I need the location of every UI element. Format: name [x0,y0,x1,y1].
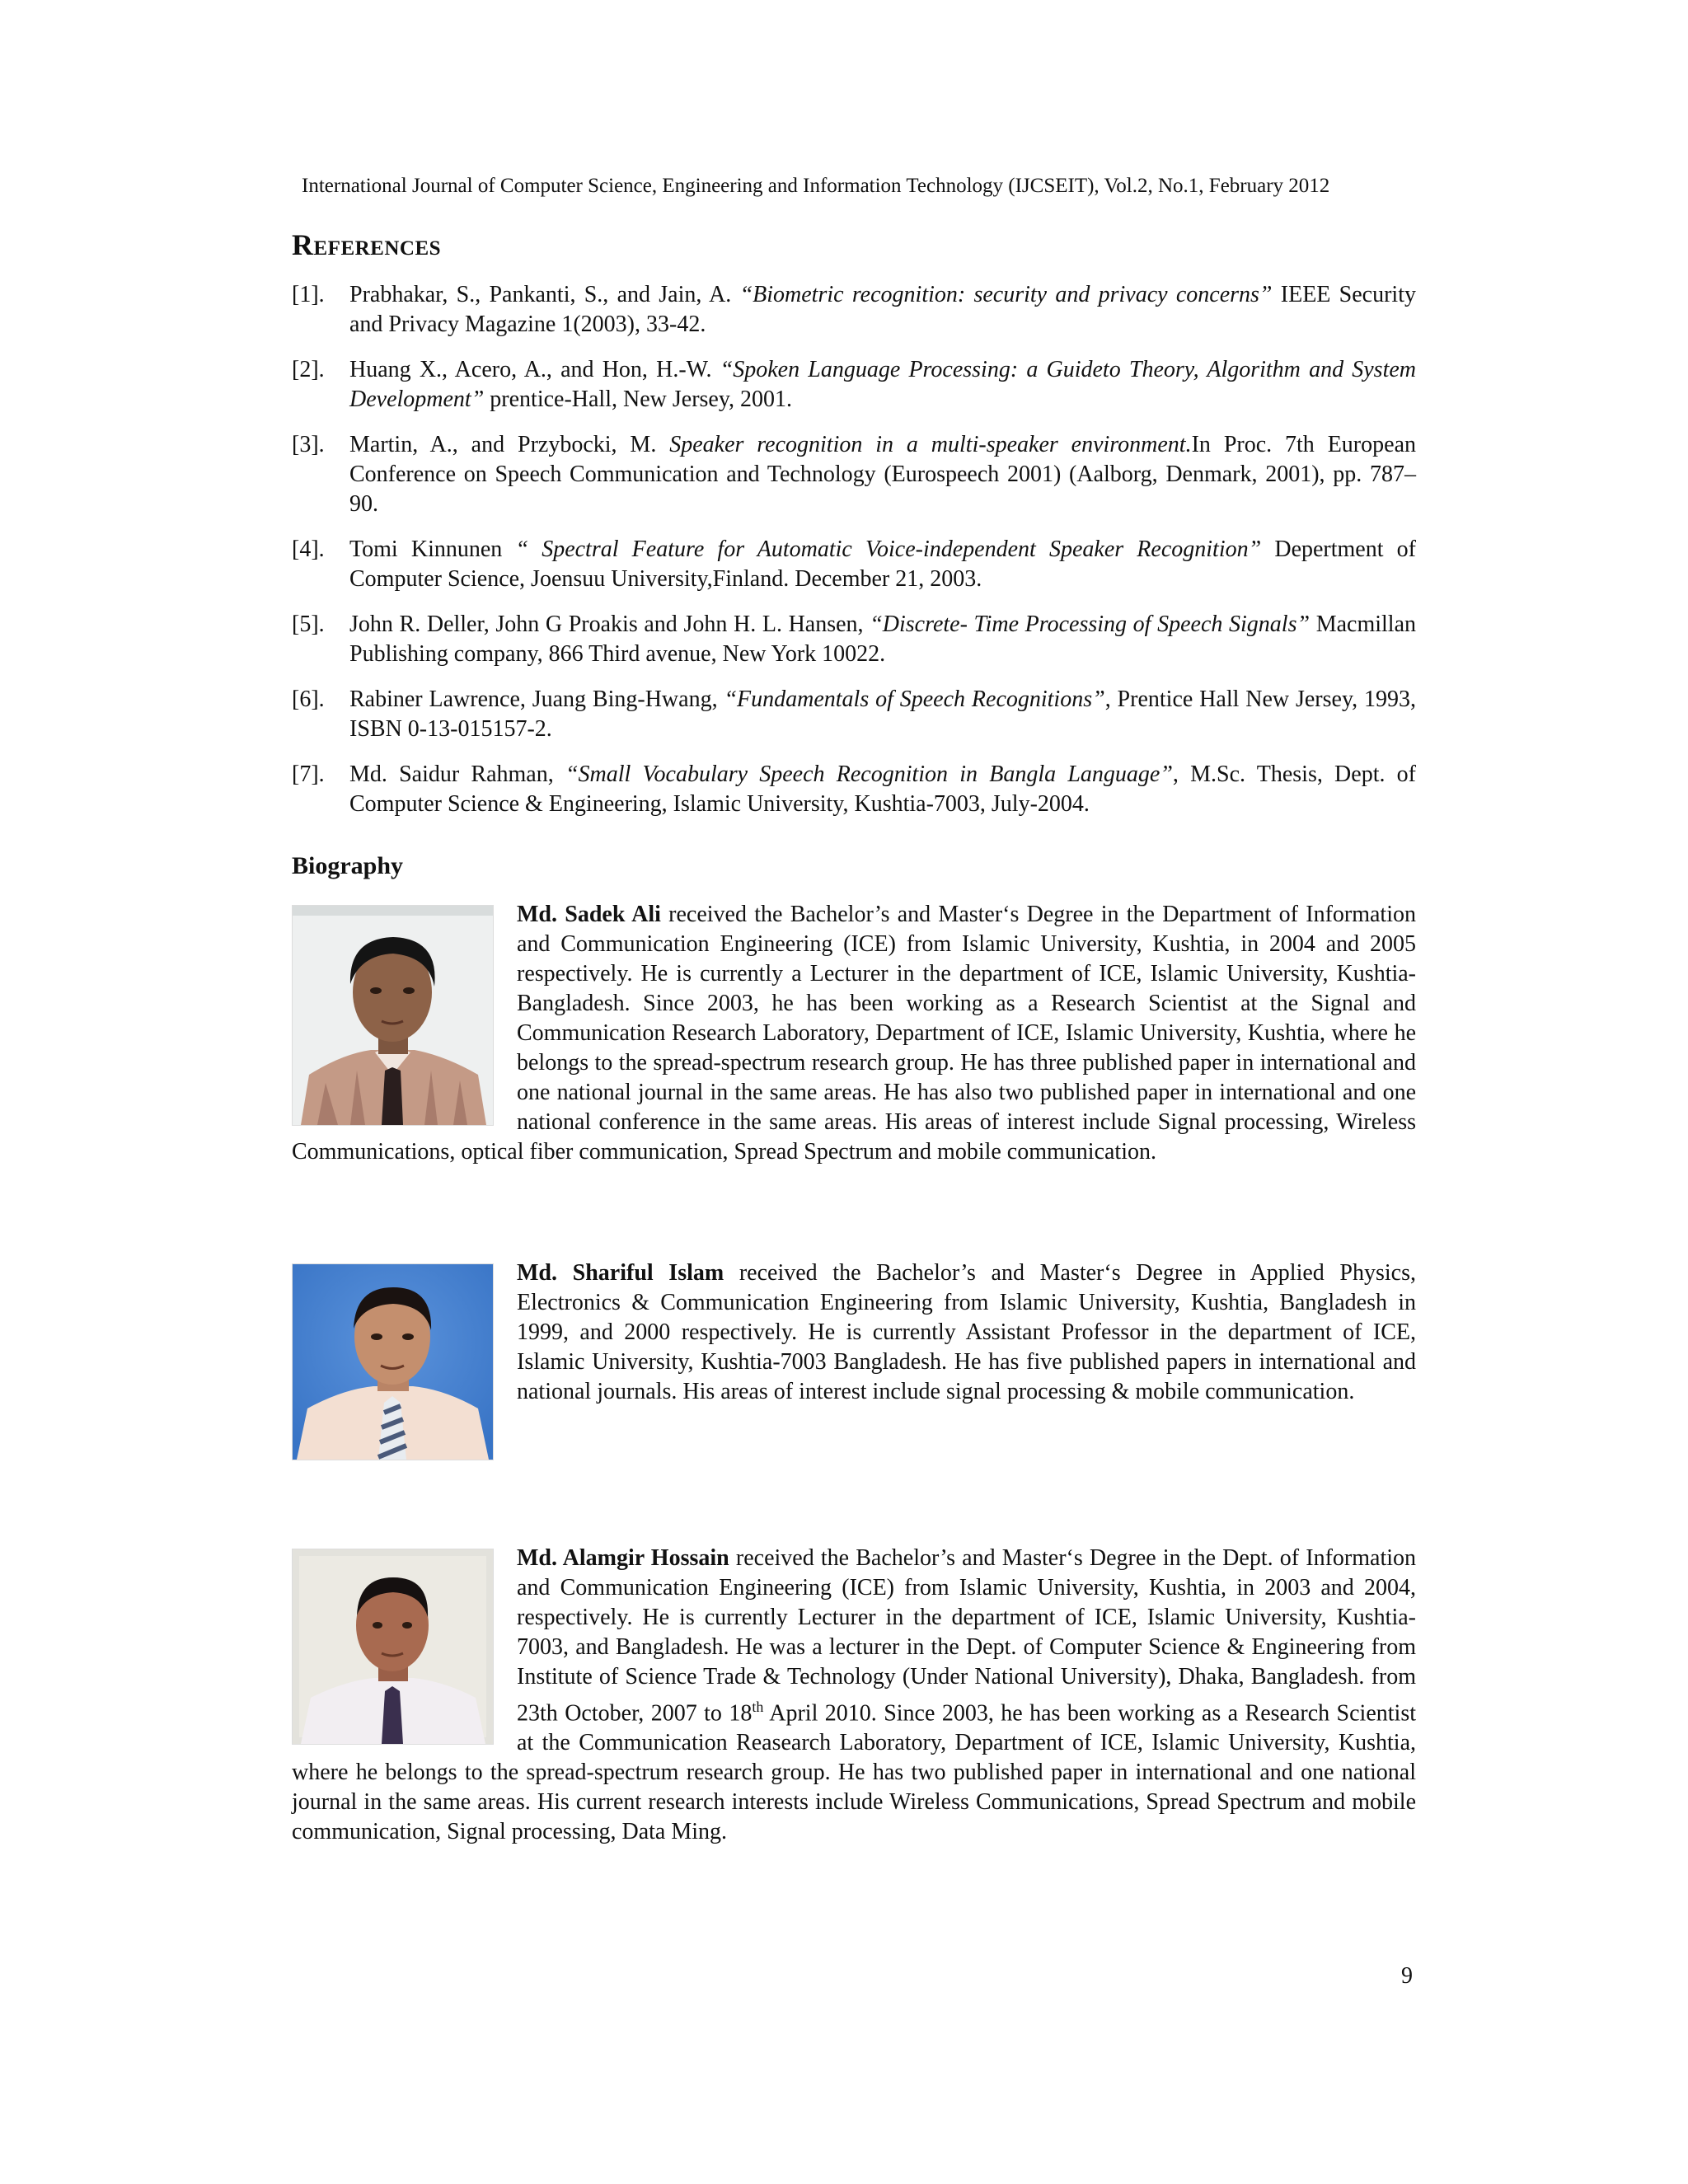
reference-item [292,610,1416,669]
reference-item [292,685,1416,744]
reference-authors: Rabiner Lawrence, Juang Bing-Hwang, [349,687,724,712]
reference-item [292,355,1416,415]
reference-number: [6]. [292,687,325,712]
bio-text: received the Bachelor’s and Master‘s Degree in the Department of Information and Communication Engineering (ICE) from Islamic University, Kushtia, in 2004 and 2005 respectively. He is currently a Lecturer in the department of ICE, Islamic University, Kushtia-Bangladesh. Since 2003, he has been working as a Research Scientist at the Signal and Communication Research Laboratory, Department of ICE, Islamic University, Kushtia, where he belongs to the spread-spectrum research group. He has three published paper in international and one national journal in the same areas. He has also two published paper in international and one national conference in the same areas. His areas of interest include Signal processing, Wireless Communications, optical fiber communication, Spread Spectrum and mobile communication. [292,902,1416,1165]
reference-source: , Prentice Hall New Jersey, 1993, ISBN 0-13-015157-2. [349,687,1417,742]
reference-title: “Discrete- Time Processing of Speech Signals” [870,612,1311,637]
running-header: International Journal of Computer Science, Engineering and Information Technology (IJCSEIT), Vol.2, No.1, February 2012 [302,175,1330,197]
page-number: 9 [1401,1963,1413,1989]
reference-source: prentice-Hall, New Jersey, 2001. [484,387,793,412]
bio-alamgir-hossain [292,1544,1416,1847]
reference-authors: Md. Saidur Rahman, [349,762,565,787]
reference-item [292,535,1416,594]
reference-title: “Small Vocabulary Speech Recognition in Bangla Language” [565,762,1173,787]
reference-item [292,760,1416,819]
bio-sadek-ali [292,900,1416,1167]
reference-title: “Fundamentals of Speech Recognitions” [724,687,1105,712]
reference-authors: John R. Deller, John G Proakis and John H. L. Hansen, [349,612,870,637]
reference-item [292,280,1416,340]
reference-number: [5]. [292,612,325,637]
author-photo [292,1263,494,1460]
biography-heading: Biography [292,852,404,879]
references-heading: References [292,228,442,261]
reference-number: [4]. [292,537,325,562]
reference-title: “ Spectral Feature for Automatic Voice-independent Speaker Recognition” [515,537,1262,562]
reference-title: Speaker recognition in a multi-speaker environment. [669,432,1192,457]
reference-title: “Biometric recognition: security and privacy concerns” [739,282,1273,307]
reference-source: Depertment of Computer Science, Joensuu University,Finland. December 21, 2003. [349,537,1416,592]
bio-text-cont: April 2010. Since 2003, he has been working as a Research Scientist at the Communication Reasearch Laboratory, Department of ICE, Islamic University, Kushtia, where he belongs to the spread-spectrum research group. He has two published paper in international and one national journal in the same areas. His current research interests include Wireless Communications, Spread Spectrum and mobile communication, Signal processing, Data Ming. [292,1700,1417,1845]
reference-authors: Tomi Kinnunen [349,537,516,562]
superscript-th: th [752,1699,764,1715]
bio-shariful-islam [292,1258,1416,1460]
references-list [292,280,1416,835]
reference-authors: Martin, A., and Przybocki, M. [349,432,670,457]
reference-authors: Prabhakar, S., Pankanti, S., and Jain, A. [349,282,740,307]
reference-source: , M.Sc. Thesis, Dept. of Computer Science & Engineering, Islamic University, Kushtia-7003, July-2004. [349,762,1417,817]
bio-text: received the Bachelor’s and Master‘s Degree in the Dept. of Information and Communication Engineering (ICE) from Islamic University, Kushtia, in 2003 and 2004, respectively. He is currently Lecturer in the department of ICE, Islamic University, Kushtia-7003, and Bangladesh. He was a lecturer in the Dept. of Computer Science & Engineering from Institute of Science Trade & Technology (Under National University), Dhaka, Bangladesh. from 23th October, 2007 to 18 [517,1545,1416,1727]
reference-item [292,430,1416,519]
reference-number: [7]. [292,762,325,787]
author-photo [292,1549,494,1745]
bio-name: Md. Shariful Islam [517,1260,724,1286]
reference-source: IEEE Security and Privacy Magazine 1(2003), 33-42. [349,282,1416,337]
author-photo [292,905,494,1126]
bio-text: received the Bachelor’s and Master‘s Degree in Applied Physics, Electronics & Communication Engineering from Islamic University, Kushtia, Bangladesh in 1999, and 2000 respectively. He is currently Assistant Professor in the department of ICE, Islamic University, Kushtia-7003 Bangladesh. He has five published papers in international and national journals. His areas of interest include signal processing & mobile communication. [517,1260,1416,1404]
reference-title: “Spoken Language Processing: a Guideto Theory, Algorithm and System Development” [349,357,1416,412]
reference-source: Macmillan Publishing company, 866 Third avenue, New York 10022. [349,612,1416,667]
reference-number: [3]. [292,432,325,457]
bio-name: Md. Sadek Ali [517,902,661,927]
reference-number: [1]. [292,282,325,307]
reference-authors: Huang X., Acero, A., and Hon, H.-W. [349,357,720,382]
bio-name: Md. Alamgir Hossain [517,1545,729,1571]
reference-source: In Proc. 7th European Conference on Speech Communication and Technology (Eurospeech 2001) (Aalborg, Denmark, 2001), pp. 787–90. [349,432,1416,517]
reference-number: [2]. [292,357,325,382]
